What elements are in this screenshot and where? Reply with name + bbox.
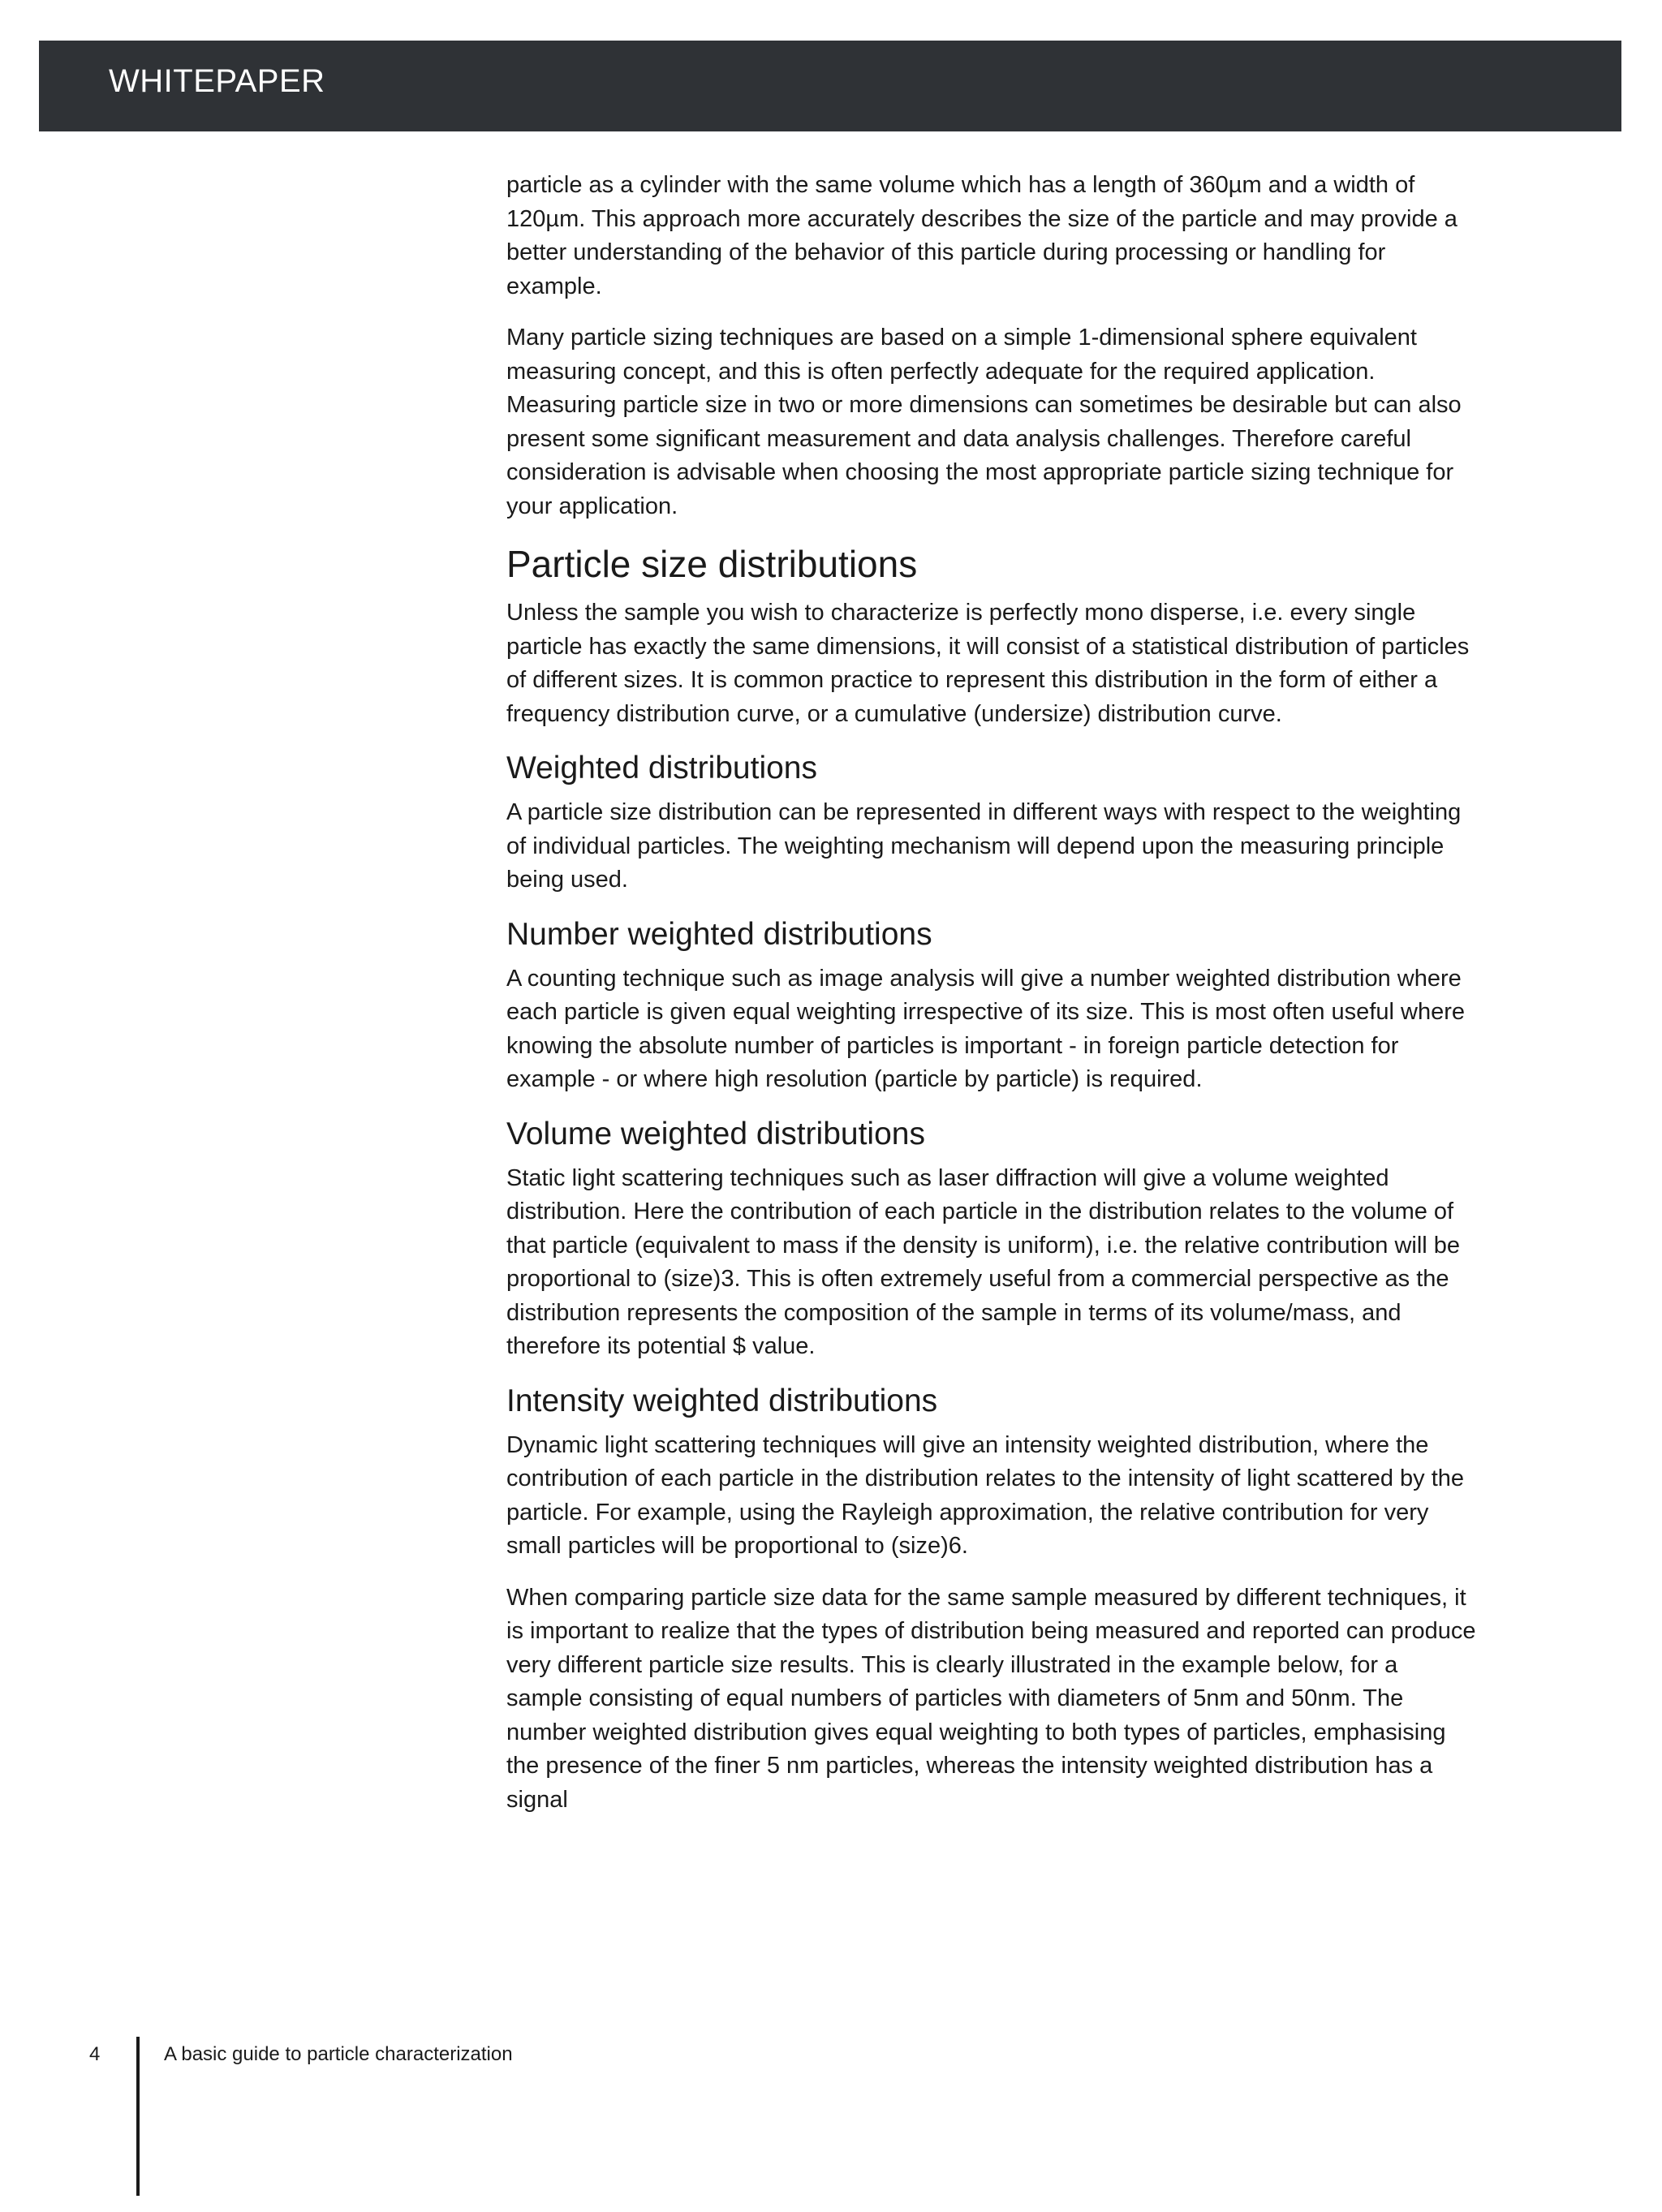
footer-divider: [136, 2037, 140, 2196]
paragraph-intensity-weighted: Dynamic light scattering techniques will give an intensity weighted distribution, where the contribution of each particle in the distribution relates to the intensity of light scattered by the particle. For example, using the Rayleigh approximation, the relative contribution for very small particles will be proportional to (size)6.: [506, 1431, 1465, 1559]
heading-intensity-weighted: Intensity weighted distributions: [506, 1383, 938, 1418]
paragraph-volume-weighted: Static light scattering techniques such as laser diffraction will give a volume weighted distribution. Here the contribution of each particle in the distribution relates to the volume of that particle (equivalent to mass if the density is uniform), i.e. the relative contribution will be proportional to (size)3. This is often extremely useful from a commercial perspective as the distribution represents the composition of the sample in terms of its volume/mass, and therefore its potential $ value.: [506, 1164, 1461, 1359]
header-title: WHITEPAPER: [109, 63, 325, 99]
heading-number-weighted: Number weighted distributions: [506, 916, 932, 952]
footer-doc-title: A basic guide to particle characterization: [164, 2043, 513, 2065]
paragraph-psd: Unless the sample you wish to characterize is perfectly mono disperse, i.e. every single particle has exactly the same dimensions, it will consist of a statistical distribution of particles of different sizes. It is common practice to represent this distribution in the form of either a frequency distribution curve, or a cumulative (undersize) distribution curve.: [506, 600, 1470, 727]
page-number: 4: [89, 2043, 101, 2065]
paragraph-cylinder: particle as a cylinder with the same volume which has a length of 360µm and a width of 120µm. This approach more accurately describes the size of the particle and may provide a better understanding of the behavior of this particle during processing or handling for example.: [506, 172, 1457, 299]
main-column: [506, 169, 1476, 1835]
heading-particle-size-distributions: Particle size distributions: [506, 543, 918, 585]
heading-volume-weighted: Volume weighted distributions: [506, 1116, 925, 1151]
paragraph-sizing-techniques: Many particle sizing techniques are based on a simple 1-dimensional sphere equivalent measuring concept, and this is often perfectly adequate for the required application. Measuring particle size in two or more dimensions can sometimes be desirable but can also present some significant measurement and data analysis challenges. Therefore careful consideration is advisable when choosing the most appropriate particle sizing technique for your application.: [506, 325, 1462, 519]
paragraph-number-weighted: A counting technique such as image analysis will give a number weighted distribution where each particle is given equal weighting irrespective of its size. This is most often useful where knowing the absolute number of particles is important - in foreign particle detection for example - or where high resolution (particle by particle) is required.: [506, 965, 1465, 1092]
paragraph-weighted: A particle size distribution can be represented in different ways with respect to the weighting of individual particles. The weighting mechanism will depend upon the measuring principle being used.: [506, 799, 1462, 893]
heading-weighted-distributions: Weighted distributions: [506, 751, 817, 785]
paragraph-comparing-data: When comparing particle size data for the same sample measured by different techniques, it is important to realize that the types of distribution being measured and reported can produce very different particle size results. This is clearly illustrated in the example below, for a sample consisting of equal numbers of particles with diameters of 5nm and 50nm. The number weighted distribution gives equal weighting to both types of particles, emphasising the presence of the finer 5 nm particles, whereas the intensity weighted distribution has a signal: [506, 1584, 1476, 1813]
header-bar: [39, 41, 1621, 131]
